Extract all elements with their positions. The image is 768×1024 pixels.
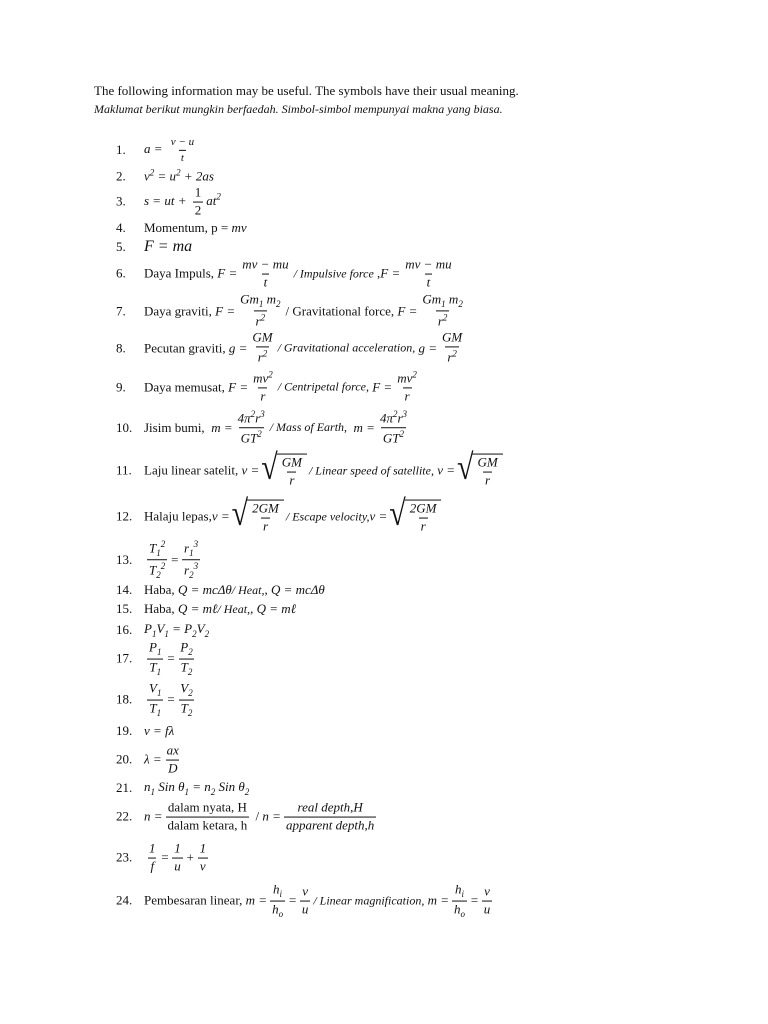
formula-number: 9. xyxy=(116,378,126,394)
formula-label-en: / Gravitational force, xyxy=(285,302,395,318)
formula-number: 2. xyxy=(116,167,126,183)
formula-label: Pembesaran linear, xyxy=(144,893,243,908)
formula-number: 20. xyxy=(116,752,133,767)
formula-label-en: / Linear speed of satellite, xyxy=(308,463,434,478)
formula-expression: v = fλ xyxy=(144,723,175,738)
formula-label: Daya Impuls, xyxy=(144,266,215,281)
formula-label: Pecutan graviti, xyxy=(144,339,226,355)
formula-9: 9. Daya memusat, F = $\frac{mv^2}{r}$ / Centripetal force, F = $\frac{mv^2}{r}$ xyxy=(116,369,417,404)
formula-number: 19. xyxy=(116,723,133,738)
formula-expression: $v^2 = u^2 + 2as$ xyxy=(144,167,214,184)
formula-number: 21. xyxy=(116,780,133,795)
intro-malay: Maklumat berikut mungkin berfaedah. Simbol-simbol mempunyai makna yang biasa. xyxy=(94,102,503,116)
formula-23: 23. $\frac{1}{f}$ = $\frac{1}{u}$ + $\frac{1}{v}$ xyxy=(116,840,207,874)
formula-12: 12. Halaju lepas, v = √ $\frac{2GM}{r}$ / Escape velocity, v = √ $\frac{2GM}{r}$ xyxy=(116,500,443,535)
formula-17: 17. $\frac{P_1}{T_1}$ = $\frac{P_2}{T_2}$ xyxy=(116,639,193,678)
formula-label-en: / Escape velocity, xyxy=(285,509,370,524)
formula-number: 7. xyxy=(116,302,126,318)
formula-label: Halaju lepas, xyxy=(144,509,212,524)
formula-2 xyxy=(116,167,214,184)
formula-1 xyxy=(116,136,199,164)
formula-expression: s = ut + $\frac{1}{2}$ $at^2$ xyxy=(144,184,221,218)
formula-6: 6. Daya Impuls, F = $\frac{mv - mu}{t}$ / Impulsive force , F = $\frac{mv - mu}{t}$ xyxy=(116,256,452,290)
formula-21 xyxy=(116,779,249,797)
formula-label: Haba, xyxy=(144,582,175,597)
formula-number: 12. xyxy=(116,509,133,524)
apparent-depth-en: apparent depth,h xyxy=(285,817,375,833)
formula-24: 24. Pembesaran linear, m = $\frac{h_i}{h_o}$ = $\frac{v}{u}$ / Linear magnification, m = $\frac{h_i}{h_o}$ = $\frac{v}{u}$ xyxy=(116,881,491,920)
formula-label: Daya memusat, xyxy=(144,378,225,394)
apparent-depth-ms: dalam ketara, h xyxy=(167,817,248,833)
formula-8: 8. Pecutan graviti, g = $\frac{GM}{r^2}$ / Gravitational acceleration, g = $\frac{GM}{r^2}$ xyxy=(116,329,463,365)
formula-label: Haba, xyxy=(144,601,175,616)
formula-number: 13. xyxy=(116,552,133,567)
formula-15: 15. Haba, Q = mℓ / Heat, , Q = mℓ xyxy=(116,601,297,616)
formula-4: 4. Momentum, p = mv xyxy=(116,220,247,235)
formula-5 xyxy=(116,238,192,256)
formula-number: 5. xyxy=(116,239,126,254)
formula-7: 7. Daya graviti, F = $\frac{Gm_1 m_2}{r^2}$ / Gravitational force, F = $\frac{Gm_1 m_2}{r^2}$ xyxy=(116,291,463,329)
formula-number: 4. xyxy=(116,220,126,235)
formula-label-en: / Mass of Earth, xyxy=(269,420,348,435)
formula-14: 14. Haba, Q = mcΔθ / Heat, , Q = mcΔθ xyxy=(116,582,325,597)
formula-expression: a = $\frac{v - u}{t}$ xyxy=(144,135,195,164)
formula-label-en: / Centripetal force, xyxy=(277,379,369,394)
formula-number: 1. xyxy=(116,142,126,157)
formula-10: 10. Jisim bumi, m = $\frac{4\pi^2r^3}{GT^2}$ / Mass of Earth, m = $\frac{4\pi^2r^3}{GT^2}$ xyxy=(116,409,408,446)
real-depth-ms: dalam nyata, H xyxy=(167,799,247,815)
formula-label-en: / Impulsive force xyxy=(293,266,374,281)
intro-english: The following information may be useful. The symbols have their usual meaning. xyxy=(94,83,519,98)
formula-label: Momentum, p = xyxy=(144,220,229,235)
formula-number: 8. xyxy=(116,339,126,355)
formula-number: 3. xyxy=(116,194,126,209)
formula-11: 11. Laju linear satelit, v = √ $\frac{GM}{r}$ / Linear speed of satellite, v = √ $\frac{GM}{r}$ xyxy=(116,454,505,489)
formula-number: 6. xyxy=(116,266,126,281)
formula-label: Jisim bumi, xyxy=(144,420,205,435)
formula-13: 13. $\frac{T_1^2}{T_2^2}$ = $\frac{r_1^3}{r_2^3}$ xyxy=(116,539,199,581)
formula-expression: $n_1$ Sin $\theta_1 = n_2$ Sin $\theta_2$ xyxy=(144,779,250,797)
formula-20: 20. λ = $\frac{ax}{D}$ xyxy=(116,742,179,776)
formula-label-en: / Linear magnification, xyxy=(313,893,425,908)
formula-label-en: / Gravitational acceleration, xyxy=(277,340,416,355)
formula-number: 22. xyxy=(116,809,133,824)
formula-number: 10. xyxy=(116,420,133,435)
formula-expression: $P_1V_1 = P_2V_2$ xyxy=(144,621,210,639)
formula-number: 11. xyxy=(116,463,132,478)
formula-label: Laju linear satelit, xyxy=(144,463,239,478)
formula-19 xyxy=(116,723,174,739)
formula-number: 23. xyxy=(116,850,133,865)
formula-expression: F = ma xyxy=(144,238,193,255)
formula-number: 16. xyxy=(116,622,133,637)
formula-label-en: / Heat, xyxy=(217,601,251,616)
formula-16 xyxy=(116,621,209,639)
real-depth-en: real depth,H xyxy=(297,799,363,815)
formula-number: 14. xyxy=(116,582,133,597)
formula-18: 18. $\frac{V_1}{T_1}$ = $\frac{V_2}{T_2}$ xyxy=(116,680,193,719)
formula-number: 18. xyxy=(116,692,133,707)
formula-label-en: / Heat, xyxy=(231,582,265,597)
formula-number: 24. xyxy=(116,893,133,908)
formula-3 xyxy=(116,186,221,219)
formula-number: 17. xyxy=(116,651,133,666)
formula-label: Daya graviti, xyxy=(144,302,212,318)
formula-22: 22. n = $\frac{\text{dalam nyata, H}}{\text{dalam ketara, h}}$ / n = $\frac{\text{real depth,H}}{\text{apparent depth,h}}$ xyxy=(116,799,375,833)
formula-number: 15. xyxy=(116,601,133,616)
